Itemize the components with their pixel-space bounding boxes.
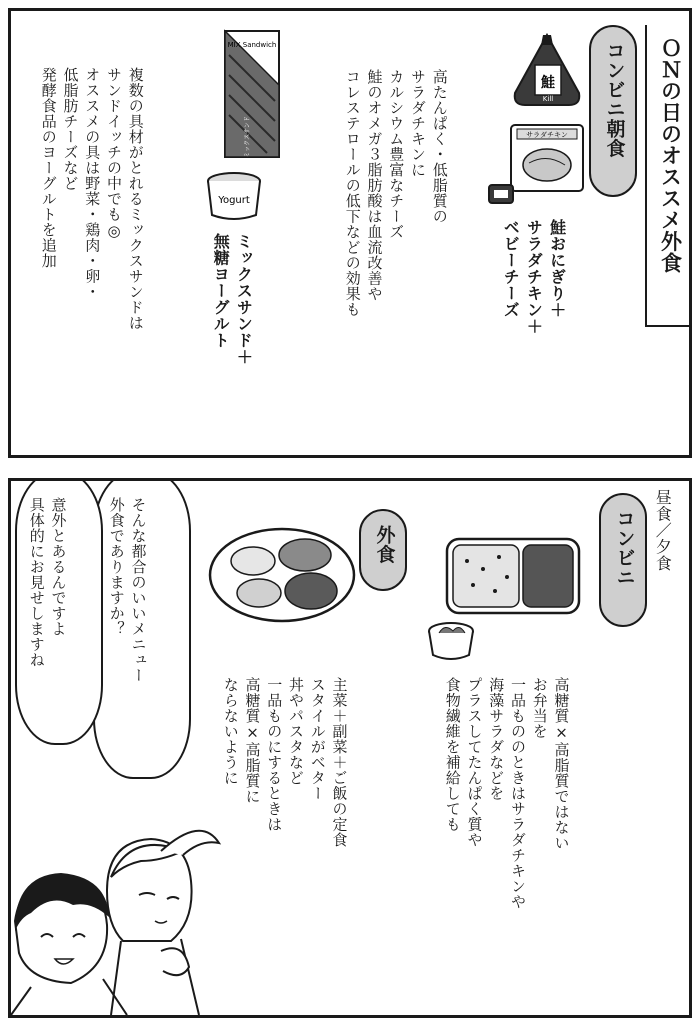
bubble-question-text: そんな都合のいいメニュー 外食でありますか？ (107, 497, 148, 683)
sandwich-label: MIX Sandwich (227, 41, 277, 49)
characters-illustration (11, 821, 231, 1015)
section-label: コンビニ朝食 (603, 41, 626, 158)
convenience-description: 高糖質×高脂質ではない お弁当を 一品もののときはサラダチキンや 海藻サラダなどを プラスしてたんぱく質や 食物繊維を補給しても (443, 677, 571, 910)
yogurt-illustration (205, 171, 263, 223)
baby-cheese-illustration (487, 181, 515, 207)
top-panel (8, 8, 692, 458)
salad-chicken-label: サラダチキン (526, 131, 568, 139)
sandwich-illustration (215, 25, 289, 163)
bubble-answer-text: 意外とあるんですよ 具体的にお見せしますね (27, 497, 68, 668)
combo2-title: ミックスサンド＋ 無糖ヨーグルト (211, 233, 254, 365)
eatout-label: 外食 (373, 525, 396, 564)
set-meal-illustration (207, 521, 357, 625)
salad-chicken-illustration (509, 123, 585, 195)
combo1-description: 高たんぱく・低脂質の サラダチキンに カルシウム豊富なチーズ 鮭のオメガ３脂肪酸は血流改善や コレステロールの低下などの効果も (343, 69, 449, 317)
yogurt-label: Yogurt (218, 195, 250, 206)
page-title: ＯＮの日のオススメ外食 (658, 37, 683, 274)
eatout-label-pill (359, 509, 407, 591)
convenience-label-pill (599, 493, 647, 627)
section-label-pill (589, 25, 637, 197)
eatout-description: 主菜＋副菜＋ご飯の定食 スタイルがベター 丼やパスタなど 一品ものにするときは 高糖質×高脂質に ならないように (221, 677, 349, 848)
combo1-title: 鮭おにぎり＋ サラダチキン＋ ベビーチーズ (501, 219, 567, 335)
onigiri-illustration (511, 31, 583, 111)
title-box (645, 25, 692, 327)
bottom-panel (8, 478, 692, 1018)
salad-cup-illustration (425, 619, 477, 663)
convenience-label: コンビニ (613, 509, 636, 587)
bento-illustration (443, 533, 583, 619)
combo2-description: 複数の具材がとれるミックスサンドは サンドイッチの中でも◎ オススメの具は野菜・鶏肉・卵・ 低脂肪チーズなど 発酵食品のヨーグルトを追加 (39, 67, 145, 331)
sandwich-side-label: ミックスサンド (244, 116, 251, 158)
onigiri-small-label: Kill (542, 95, 554, 103)
speech-bubble-answer (15, 478, 103, 745)
meal-label: 昼食／夕食 (653, 489, 673, 572)
onigiri-label: 鮭 (541, 75, 555, 91)
speech-bubble-question (93, 478, 191, 779)
